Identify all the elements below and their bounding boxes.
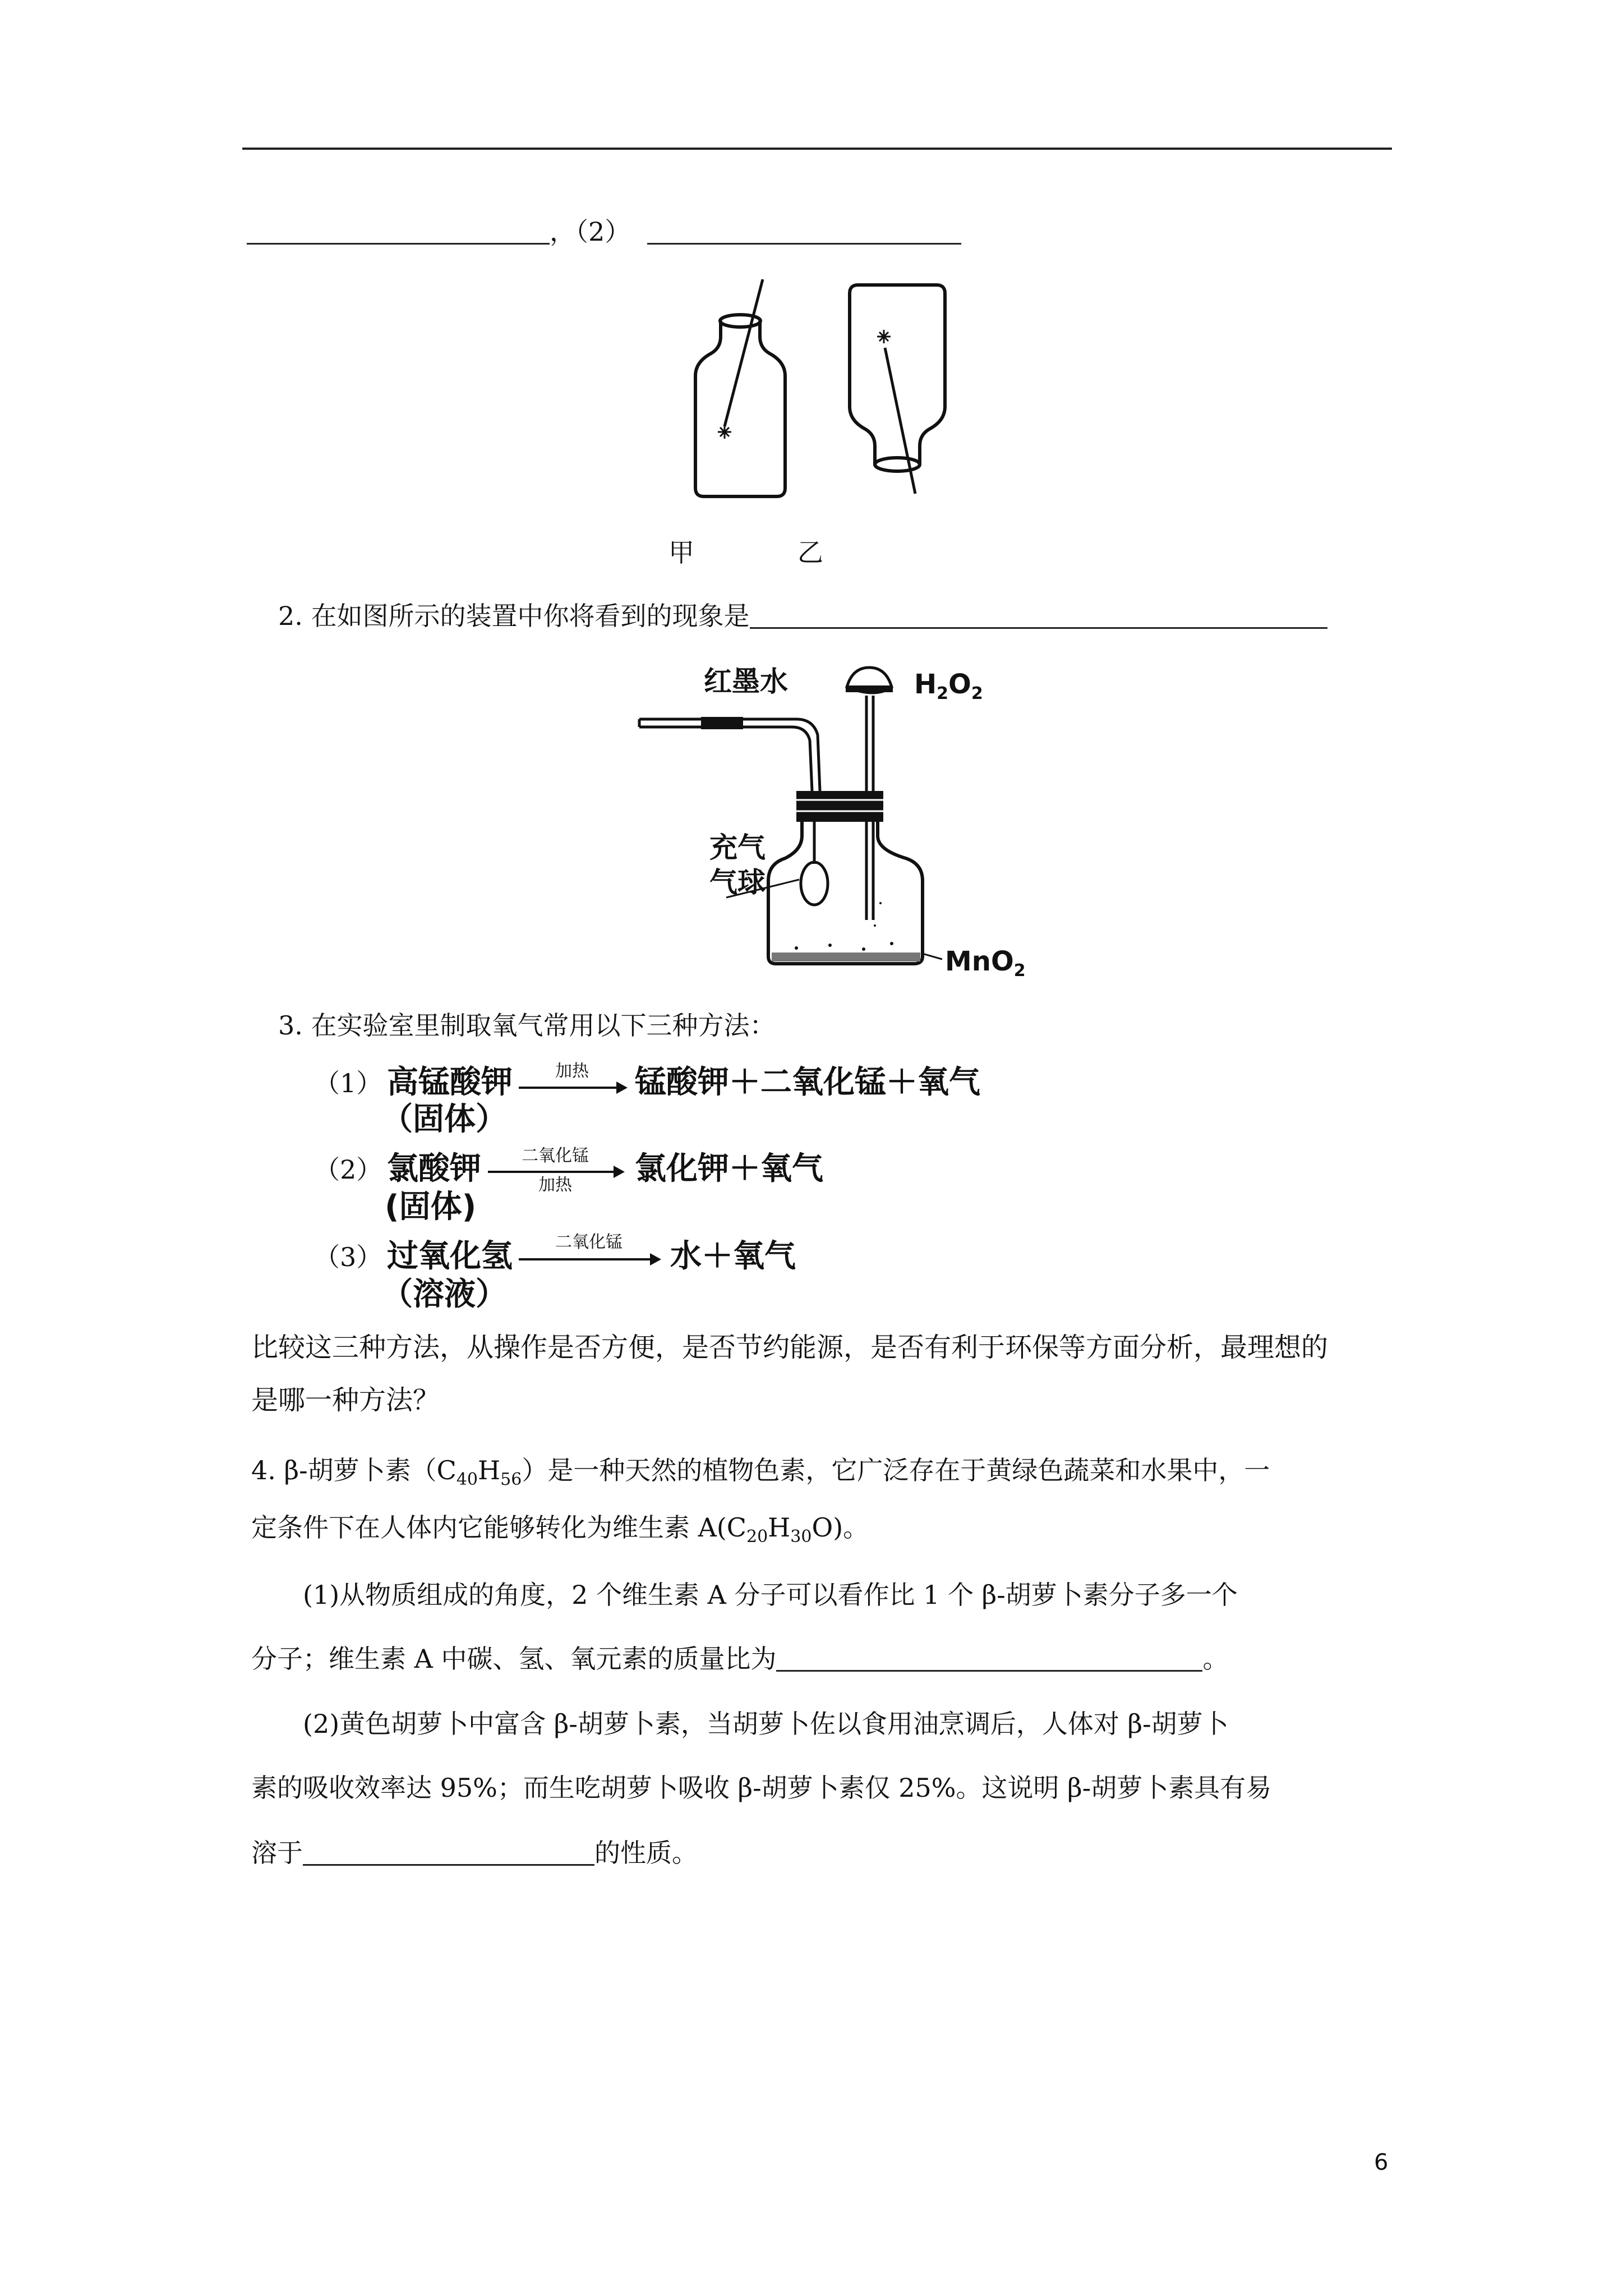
method1-state: （固体） bbox=[381, 1101, 507, 1138]
red-ink-plug bbox=[701, 717, 743, 729]
mno2-pointer bbox=[923, 954, 942, 959]
spark-jia bbox=[718, 425, 731, 439]
q1-blank-2[interactable] bbox=[647, 220, 961, 245]
method1-cond-top: 加热 bbox=[555, 1061, 589, 1081]
bottle-yi bbox=[850, 285, 945, 494]
q4-p1-line1: (1)从物质组成的角度，2 个维生素 A 分子可以看作比 1 个 β-胡萝卜素分子多一个 bbox=[303, 1580, 1238, 1610]
method1-num: （1） bbox=[314, 1068, 382, 1098]
method2-cond-bottom: 加热 bbox=[538, 1175, 572, 1195]
q4-p2-line3: 溶于 的性质。 bbox=[251, 1838, 698, 1868]
label-h2o2: $H_2O_2$ bbox=[914, 669, 983, 703]
bottle-jia bbox=[695, 279, 785, 496]
method2-products: 氯化钾＋氧气 bbox=[635, 1151, 823, 1187]
header-rule bbox=[242, 148, 1392, 150]
caption-jia: 甲 bbox=[668, 537, 694, 568]
q1-blank-1[interactable] bbox=[247, 220, 550, 245]
method3-cond-top: 二氧化锰 bbox=[555, 1232, 623, 1252]
spark-yi bbox=[877, 330, 891, 343]
q1-separator: ， bbox=[550, 217, 575, 247]
method2-state: (固体) bbox=[385, 1189, 477, 1225]
q2-blank[interactable] bbox=[750, 605, 1327, 629]
method2-num: （2） bbox=[314, 1154, 382, 1185]
apparatus-figure bbox=[628, 656, 1032, 982]
rubber-stopper bbox=[796, 791, 883, 822]
method3-products: 水＋氧气 bbox=[670, 1238, 796, 1274]
method1-products: 锰酸钾＋二氧化锰＋氧气 bbox=[635, 1064, 980, 1101]
mno2-powder bbox=[772, 902, 920, 961]
method1-reactant: 高锰酸钾 bbox=[387, 1064, 513, 1101]
label-balloon-2: 气球 bbox=[709, 866, 766, 899]
q1-answer-line bbox=[247, 219, 961, 245]
q3-question-line2: 是哪一种方法？ bbox=[251, 1384, 440, 1416]
method2-cond-top: 二氧化锰 bbox=[522, 1146, 589, 1166]
label-red-ink: 红墨水 bbox=[704, 665, 788, 698]
bottles-figure bbox=[673, 269, 965, 516]
label-mno2: MnO$_2$ bbox=[945, 946, 1026, 981]
method3-arrow bbox=[519, 1258, 659, 1260]
q1-label-2: （2） bbox=[575, 217, 631, 247]
method2-reactant: 氯酸钾 bbox=[387, 1151, 481, 1187]
caption-yi: 乙 bbox=[797, 537, 823, 568]
method2-arrow bbox=[488, 1171, 623, 1173]
q4-line2: 定条件下在人体内它能够转化为维生素 $A(C_{20}H_{30}O)$。 bbox=[251, 1512, 869, 1547]
method3-state: （溶液） bbox=[381, 1276, 507, 1313]
gas-bottle bbox=[768, 822, 923, 964]
method1-arrow bbox=[519, 1087, 625, 1089]
q2-text: 2. 在如图所示的装置中你将看到的现象是 bbox=[278, 603, 1327, 629]
q3-text: 3. 在实验室里制取氧气常用以下三种方法： bbox=[278, 1010, 776, 1041]
method3-reactant: 过氧化氢 bbox=[387, 1238, 513, 1274]
q3-question-line1: 比较这三种方法，从操作是否方便，是否节约能源，是否有利于环保等方面分析，最理想的 bbox=[251, 1332, 1329, 1363]
delivery-tube bbox=[639, 719, 820, 791]
q4-line1: 4. β-胡萝卜素$(C_{40}H_{56})$是一种天然的植物色素，它广泛存在于黄绿色蔬菜和水果中，一 bbox=[251, 1455, 1270, 1489]
funnel-stopcock bbox=[846, 685, 893, 692]
q4-p1-line2: 分子；维生素 A 中碳、氢、氧元素的质量比为 。 bbox=[251, 1644, 1229, 1674]
q4-p2-line1: (2)黄色胡萝卜中富含 β-胡萝卜素，当胡萝卜佐以食用油烹调后，人体对 β-胡萝卜 bbox=[303, 1709, 1229, 1739]
q4-p2-line2: 素的吸收效率达 95%；而生吃胡萝卜吸收 β-胡萝卜素仅 25%。这说明 β-胡萝卜素具有易 bbox=[251, 1773, 1272, 1803]
method3-num: （3） bbox=[314, 1242, 382, 1272]
label-balloon-1: 充气 bbox=[709, 831, 766, 864]
balloon bbox=[801, 822, 828, 905]
q4-blank-2[interactable] bbox=[303, 1842, 594, 1866]
q4-blank-1[interactable] bbox=[776, 1648, 1202, 1672]
page-number: 6 bbox=[1374, 2150, 1389, 2175]
